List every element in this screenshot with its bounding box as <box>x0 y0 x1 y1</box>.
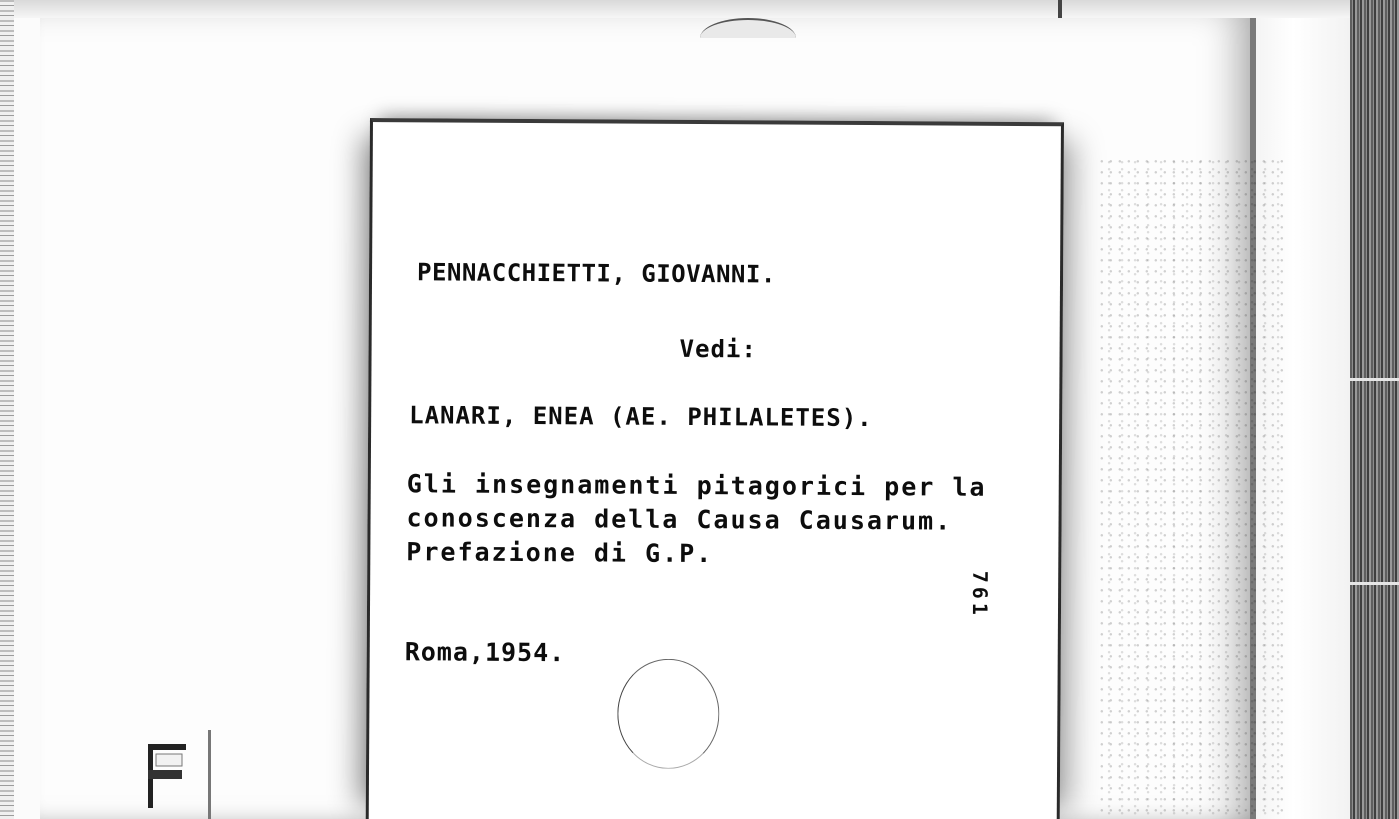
right-band-line <box>1350 378 1399 381</box>
title-line: Prefazione di G.P. <box>406 537 714 569</box>
top-edge-strip <box>0 0 1399 18</box>
catalog-card <box>366 118 1064 819</box>
card-heading: PENNACCHIETTI, GIOVANNI. <box>416 258 776 289</box>
letter-f-shaped-tab-icon <box>146 740 188 810</box>
punch-hole <box>617 659 720 770</box>
left-card-edge <box>208 730 211 819</box>
work-title <box>406 467 986 573</box>
see-label: Vedi: <box>679 334 757 364</box>
side-number: 761 <box>967 570 993 619</box>
left-scan-edge <box>0 0 14 819</box>
top-notch <box>700 18 796 38</box>
scan-noise <box>1100 158 1285 819</box>
title-line: conoscenza della Causa Causarum. <box>406 503 953 536</box>
right-dark-band <box>1350 0 1399 819</box>
imprint: Roma,1954. <box>404 637 566 668</box>
right-band-line <box>1350 582 1399 585</box>
see-reference: LANARI, ENEA (AE. PHILALETES). <box>409 401 873 433</box>
top-divider <box>1058 0 1062 18</box>
title-line: Gli insegnamenti pitagorici per la <box>406 469 987 502</box>
